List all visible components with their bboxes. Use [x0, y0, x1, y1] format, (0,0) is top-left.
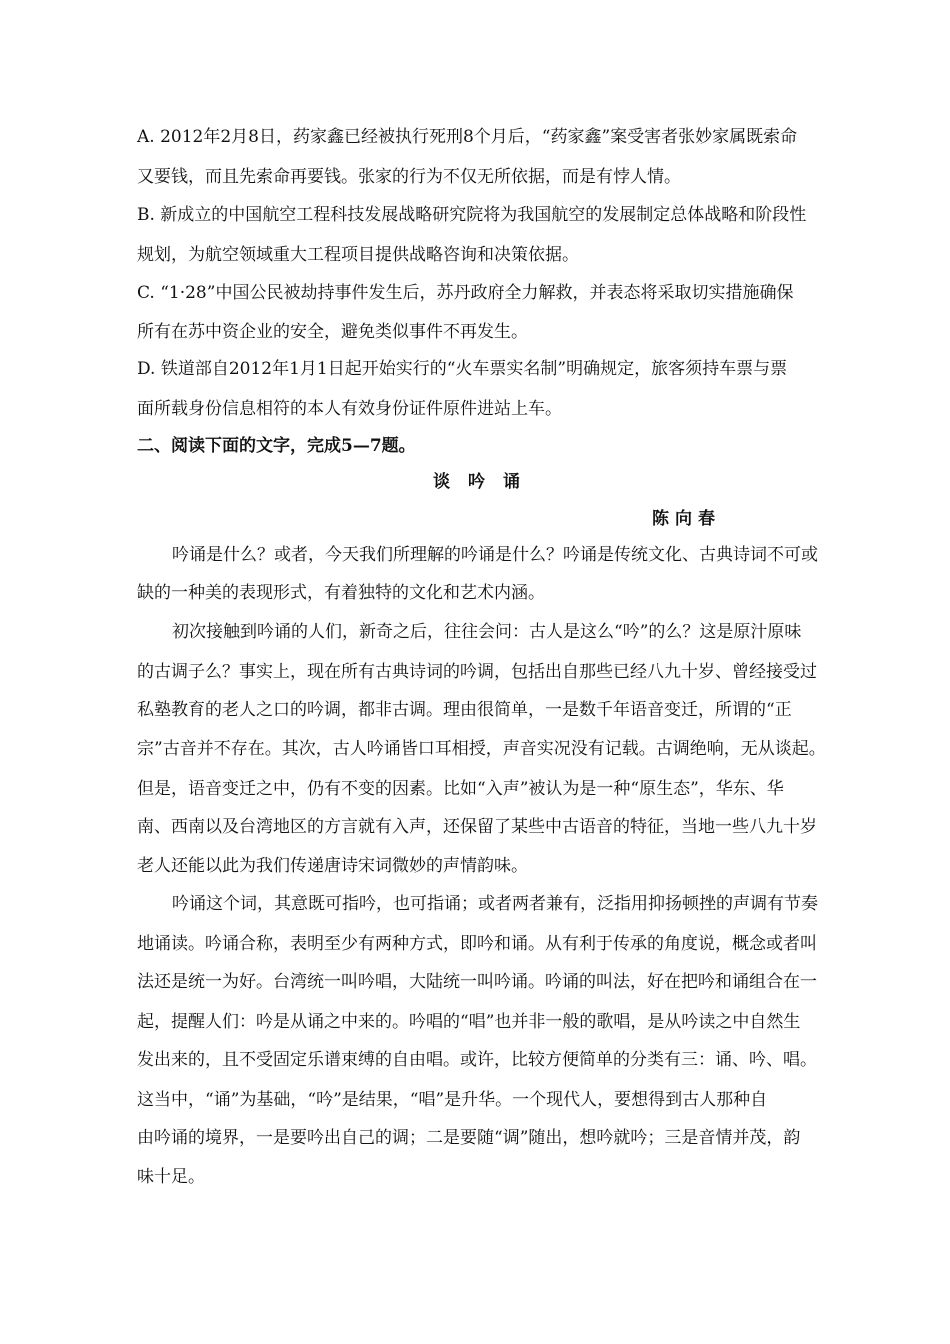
paragraph-2-line-6: 南、西南以及台湾地区的方言就有入声，还保留了某些中古语音的特征，当地一些八九十岁	[137, 817, 817, 837]
paragraph-2-line-1: 初次接触到吟诵的人们，新奇之后，往往会问：古人是这么“吟”的么？这是原汁原味	[172, 622, 802, 642]
article-title: 谈吟诵	[433, 472, 538, 492]
paragraph-3-line-8: 味十足。	[137, 1167, 205, 1187]
option-d-line-1: D. 铁道部自2012年1月1日起开始实行的“火车票实名制”明确规定，旅客须持车票与票	[137, 359, 788, 379]
option-b-line-2: 规划，为航空领域重大工程项目提供战略咨询和决策依据。	[137, 245, 579, 265]
paragraph-2-line-5: 但是，语音变迁之中，仍有不变的因素。比如“入声”被认为是一种“原生态”，华东、华	[137, 779, 784, 799]
paragraph-2-line-4: 宗”古音并不存在。其次，古人吟诵皆口耳相授，声音实况没有记载。古调绝响，无从谈起。	[137, 739, 826, 759]
section-heading: 二、阅读下面的文字，完成5—7题。	[137, 436, 416, 456]
paragraph-3-line-7: 由吟诵的境界，一是要吟出自己的调；二是要随“调”随出，想吟就吟；三是音情并茂，韵	[137, 1128, 801, 1148]
paragraph-2-line-3: 私塾教育的老人之口的吟调，都非古调。理由很简单，一是数千年语音变迁，所谓的“正	[137, 700, 792, 720]
paragraph-3-line-2: 地诵读。吟诵合称，表明至少有两种方式，即吟和诵。从有利于传承的角度说，概念或者叫	[137, 934, 817, 954]
option-c-line-2: 所有在苏中资企业的安全，避免类似事件不再发生。	[137, 322, 528, 342]
paragraph-2-line-7: 老人还能以此为我们传递唐诗宋词微妙的声情韵味。	[137, 856, 528, 876]
paragraph-3-line-6: 这当中，“诵”为基础，“吟”是结果，“唱”是升华。一个现代人，要想得到古人那种自	[137, 1090, 768, 1110]
paragraph-3-line-5: 发出来的，且不受固定乐谱束缚的自由唱。或许，比较方便简单的分类有三：诵、吟、唱。	[137, 1050, 817, 1070]
paragraph-1-line-2: 缺的一种美的表现形式，有着独特的文化和艺术内涵。	[137, 583, 545, 603]
paragraph-3-line-4: 起，提醒人们：吟是从诵之中来的。吟唱的“唱”也并非一般的歌唱，是从吟读之中自然生	[137, 1012, 801, 1032]
paragraph-2-line-2: 的古调子么？事实上，现在所有古典诗词的吟调，包括出自那些已经八九十岁、曾经接受过	[137, 662, 817, 682]
option-a-line-1: A. 2012年2月8日，药家鑫已经被执行死刑8个月后，“药家鑫”案受害者张妙家属既索命	[137, 127, 798, 147]
option-c-line-1: C. “1·28”中国公民被劫持事件发生后，苏丹政府全力解救，并表态将采取切实措施确保	[137, 283, 794, 303]
paragraph-3-line-1: 吟诵这个词，其意既可指吟，也可指诵；或者两者兼有，泛指用抑扬顿挫的声调有节奏	[172, 894, 818, 914]
option-b-line-1: B. 新成立的中国航空工程科技发展战略研究院将为我国航空的发展制定总体战略和阶段性	[137, 205, 807, 225]
option-d-line-2: 面所载身份信息相符的本人有效身份证件原件进站上车。	[137, 399, 562, 419]
option-a-line-2: 又要钱，而且先索命再要钱。张家的行为不仅无所依据，而是有悖人情。	[137, 167, 681, 187]
article-author: 陈向春	[652, 509, 721, 529]
paragraph-1-line-1: 吟诵是什么？或者，今天我们所理解的吟诵是什么？吟诵是传统文化、古典诗词不可或	[172, 545, 818, 565]
paragraph-3-line-3: 法还是统一为好。台湾统一叫吟唱，大陆统一叫吟诵。吟诵的叫法，好在把吟和诵组合在一	[137, 972, 817, 992]
